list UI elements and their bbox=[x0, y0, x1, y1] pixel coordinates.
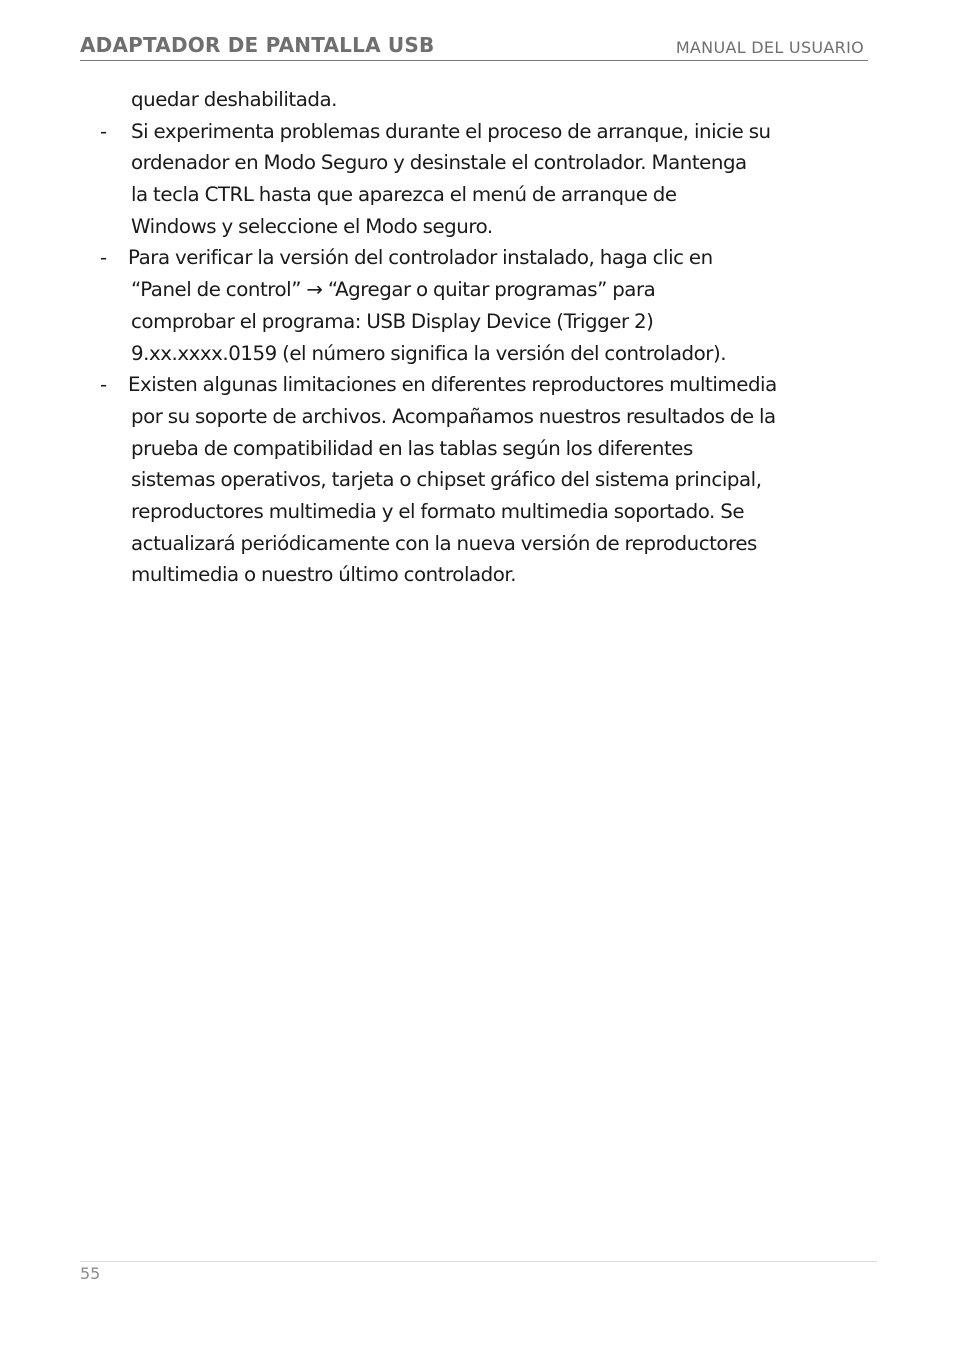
bullet-dash: - bbox=[100, 119, 107, 143]
body-text bbox=[100, 84, 880, 591]
text-line bbox=[100, 274, 880, 306]
bullet-dash: - bbox=[100, 246, 107, 270]
line-text: Existen algunas limitaciones en diferentes reproductores multimedia bbox=[128, 373, 777, 397]
text-line bbox=[100, 306, 880, 338]
line-text: actualizará periódicamente con la nueva versión de reproductores bbox=[131, 531, 757, 555]
line-text: comprobar el programa: USB Display Device (Trigger 2) bbox=[131, 309, 654, 333]
text-line bbox=[100, 147, 880, 179]
page-header bbox=[80, 30, 868, 61]
text-line bbox=[100, 179, 880, 211]
text-line bbox=[100, 528, 880, 560]
line-text: ordenador en Modo Seguro y desinstale el controlador. Mantenga bbox=[131, 151, 747, 175]
line-text: “Panel de control” → “Agregar o quitar programas” para bbox=[131, 278, 656, 302]
document-title: ADAPTADOR DE PANTALLA USB bbox=[80, 33, 435, 57]
line-text: Windows y seleccione el Modo seguro. bbox=[131, 214, 493, 238]
bullet-item-start bbox=[100, 242, 880, 274]
bullet-dash: - bbox=[100, 373, 107, 397]
line-text: quedar deshabilitada. bbox=[131, 88, 337, 111]
line-text: la tecla CTRL hasta que aparezca el menú de arranque de bbox=[131, 183, 677, 207]
bullet-item-start bbox=[100, 116, 880, 148]
text-line bbox=[100, 496, 880, 528]
text-line bbox=[100, 338, 880, 370]
line-text: multimedia o nuestro último controlador. bbox=[131, 563, 517, 587]
document-subtitle: MANUAL DEL USUARIO bbox=[675, 38, 864, 57]
bullet-item-start bbox=[100, 369, 880, 401]
line-text: reproductores multimedia y el formato multimedia soportado. Se bbox=[131, 499, 745, 523]
text-line bbox=[100, 84, 880, 116]
line-text: Para verificar la versión del controlador instalado, haga clic en bbox=[128, 246, 713, 270]
text-line bbox=[100, 559, 880, 591]
page-number: 55 bbox=[80, 1264, 101, 1283]
line-text: por su soporte de archivos. Acompañamos nuestros resultados de la bbox=[131, 404, 776, 428]
text-line bbox=[100, 401, 880, 433]
text-line bbox=[100, 433, 880, 465]
text-line bbox=[100, 464, 880, 496]
text-line bbox=[100, 211, 880, 243]
footer-divider bbox=[80, 1261, 877, 1262]
line-text: sistemas operativos, tarjeta o chipset gráfico del sistema principal, bbox=[131, 468, 762, 492]
line-text: prueba de compatibilidad en las tablas según los diferentes bbox=[131, 436, 693, 460]
line-text: 9.xx.xxxx.0159 (el número significa la versión del controlador). bbox=[131, 341, 727, 365]
line-text: Si experimenta problemas durante el proceso de arranque, inicie su bbox=[131, 119, 771, 143]
